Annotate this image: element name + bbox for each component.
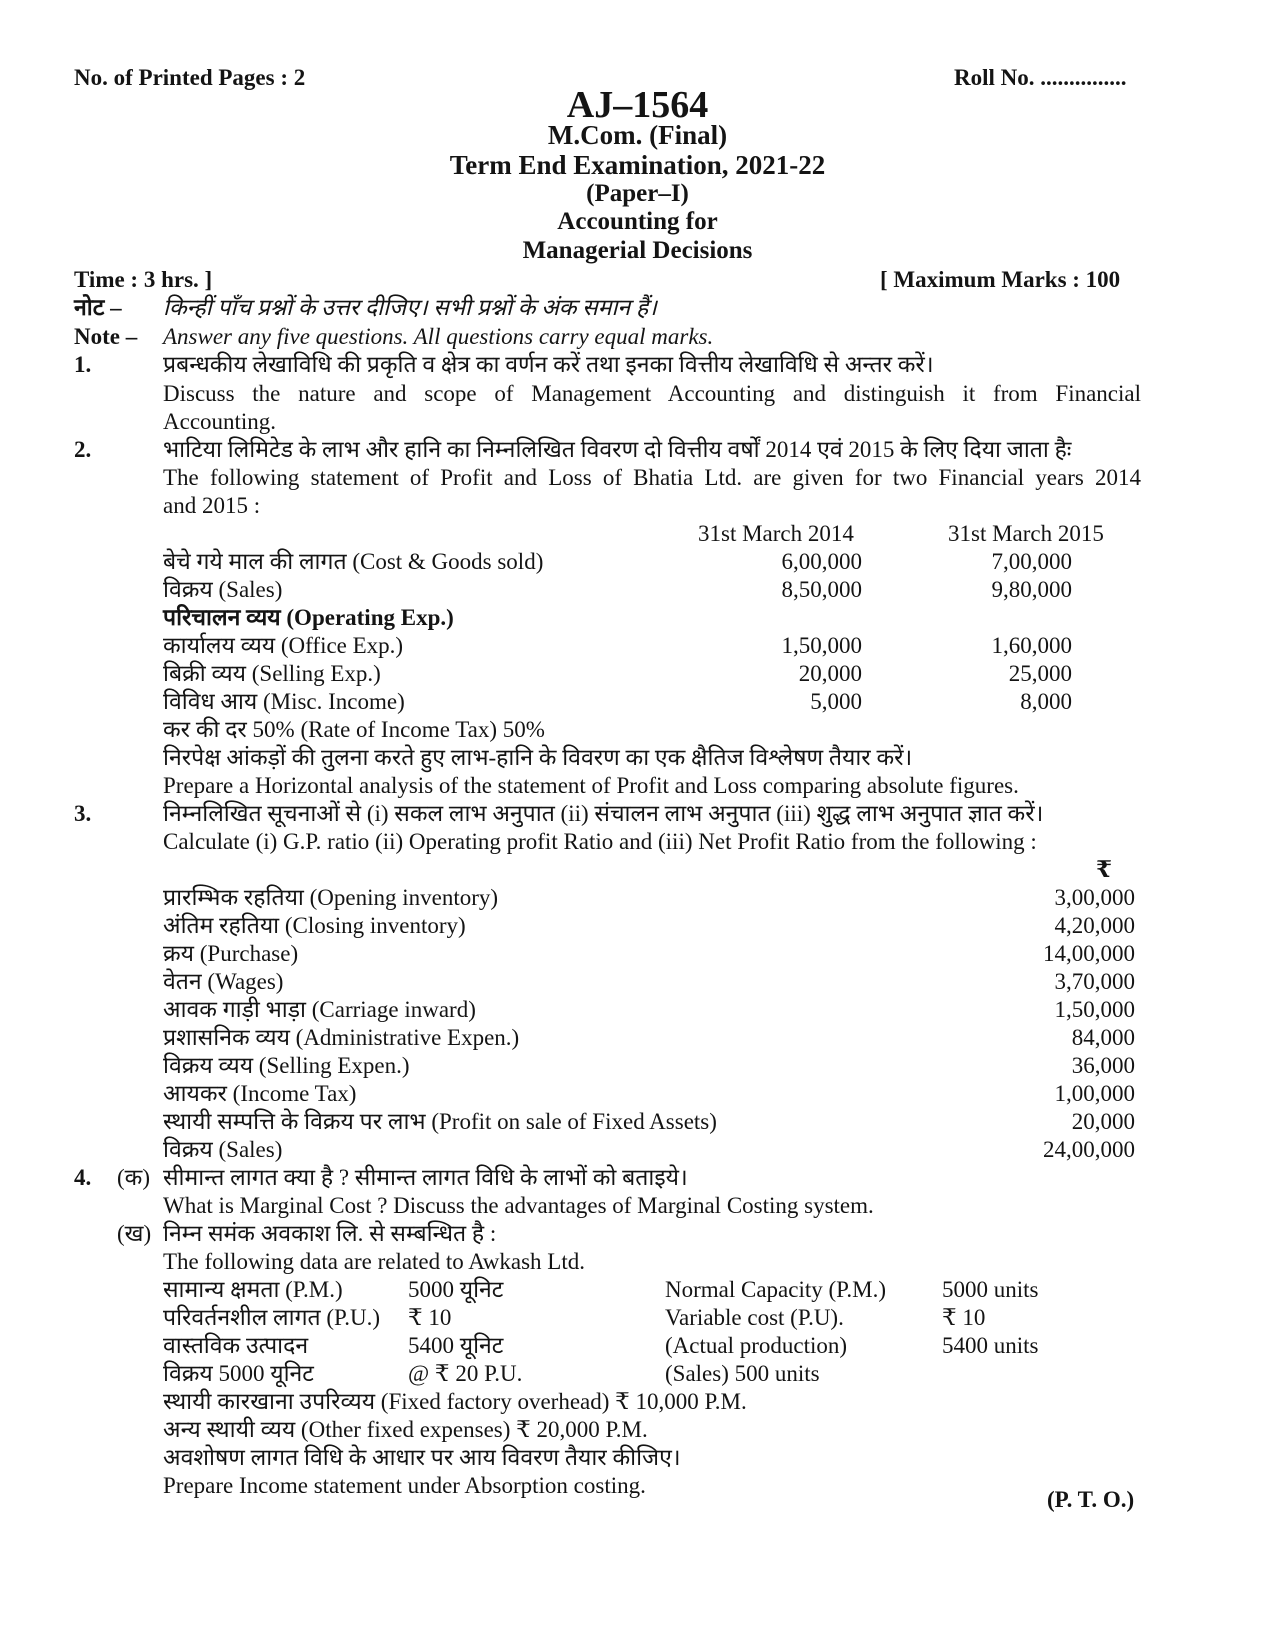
q2-english-line-2: and 2015 : xyxy=(163,493,261,518)
q4b-task-english: Prepare Income statement under Absorption costing. xyxy=(163,1473,646,1498)
q3-row-value: 20,000 xyxy=(1071,1109,1135,1134)
q2-row-value-2014: 6,00,000 xyxy=(781,549,862,574)
q4b-english-value: 5400 units xyxy=(942,1333,1039,1358)
q3-row-label: विक्रय (Sales) xyxy=(163,1137,283,1162)
q3-row-label: प्रारम्भिक रहतिया (Opening inventory) xyxy=(163,885,499,910)
note-hi-label: नोट – xyxy=(74,295,122,320)
q3-row-value: 1,00,000 xyxy=(1054,1081,1135,1106)
q2-number: 2. xyxy=(74,437,92,462)
q2-english-line-1: The following statement of Profit and Loss of Bhatia Ltd. are given for two Financial years 2014 xyxy=(163,465,1141,490)
q4b-hindi-item: विक्रय 5000 यूनिट xyxy=(163,1361,314,1386)
q4b-hindi-value: @ ₹ 20 P.U. xyxy=(408,1361,523,1386)
q4b-hindi-value: 5000 यूनिट xyxy=(408,1277,504,1302)
q4-number: 4. xyxy=(74,1165,92,1190)
q3-row-label: वेतन (Wages) xyxy=(163,969,284,994)
q2-row-value-2014: 5,000 xyxy=(810,689,862,714)
subject-line-2: Managerial Decisions xyxy=(522,237,753,264)
q4b-english-item: Normal Capacity (P.M.) xyxy=(665,1277,887,1302)
q4b-hindi-value: ₹ 10 xyxy=(408,1305,452,1330)
please-turn-over: (P. T. O.) xyxy=(1047,1487,1135,1512)
q3-row-label: प्रशासनिक व्यय (Administrative Expen.) xyxy=(163,1025,520,1050)
note-en-label: Note – xyxy=(74,324,138,349)
paper-code: AJ–1564 xyxy=(566,84,709,126)
q2-row-value-2014: 8,50,000 xyxy=(781,577,862,602)
q4b-english-value: 5000 units xyxy=(942,1277,1039,1302)
q4b-task-hindi: अवशोषण लागत विधि के आधार पर आय विवरण तैयार कीजिए। xyxy=(163,1445,681,1470)
q3-currency-header: ₹ xyxy=(1096,857,1113,882)
q1-english-line-1: Discuss the nature and scope of Management Accounting and distinguish it from Financial xyxy=(163,381,1141,406)
q2-row-label: बिक्री व्यय (Selling Exp.) xyxy=(163,661,381,686)
q3-row-label: अंतिम रहतिया (Closing inventory) xyxy=(163,913,466,938)
q2-row-value-2014: 20,000 xyxy=(798,661,862,686)
q3-row-value: 24,00,000 xyxy=(1043,1137,1135,1162)
q4b-english: The following data are related to Awkash Ltd. xyxy=(163,1249,585,1274)
q4b-english-item: Variable cost (P.U). xyxy=(665,1305,844,1330)
q3-row-label: आवक गाड़ी भाड़ा (Carriage inward) xyxy=(163,997,476,1022)
q4b-hindi-item: सामान्य क्षमता (P.M.) xyxy=(163,1277,343,1302)
q1-english-line-2: Accounting. xyxy=(163,409,277,434)
subject-line-1: Accounting for xyxy=(557,208,718,235)
q3-row-label: विक्रय व्यय (Selling Expen.) xyxy=(163,1053,410,1078)
q3-row-value: 3,70,000 xyxy=(1054,969,1135,994)
q4a-label: (क) xyxy=(117,1165,150,1190)
q2-col-header-2014: 31st March 2014 xyxy=(698,521,854,546)
q2-row-label: विक्रय (Sales) xyxy=(163,577,283,602)
note-en-text: Answer any five questions. All questions carry equal marks. xyxy=(163,324,714,349)
q3-hindi: निम्नलिखित सूचनाओं से (i) सकल लाभ अनुपात (ii) संचालन लाभ अनुपात (iii) शुद्ध लाभ अनुपात ज्ञात करें। xyxy=(163,801,1044,826)
q3-english: Calculate (i) G.P. ratio (ii) Operating profit Ratio and (iii) Net Profit Ratio from the following : xyxy=(163,829,1037,854)
q3-row-value: 14,00,000 xyxy=(1043,941,1135,966)
q4b-english-item: (Sales) 500 units xyxy=(665,1361,820,1386)
q3-row-value: 1,50,000 xyxy=(1054,997,1135,1022)
q2-row-value-2015: 8,000 xyxy=(1020,689,1072,714)
q2-row-value-2015: 9,80,000 xyxy=(991,577,1072,602)
q4b-fixed-factory-overhead: स्थायी कारखाना उपरिव्यय (Fixed factory overhead) ₹ 10,000 P.M. xyxy=(163,1389,747,1414)
q2-row-value-2014: 1,50,000 xyxy=(781,633,862,658)
maximum-marks: [ Maximum Marks : 100 xyxy=(880,267,1121,292)
q4b-english-item: (Actual production) xyxy=(665,1333,848,1358)
q3-row-label: आयकर (Income Tax) xyxy=(163,1081,357,1106)
q3-row-value: 36,000 xyxy=(1071,1053,1135,1078)
q3-number: 3. xyxy=(74,801,92,826)
q1-hindi: प्रबन्धकीय लेखाविधि की प्रकृति व क्षेत्र का वर्णन करें तथा इनका वित्तीय लेखाविधि से अन्तर करें। xyxy=(163,352,934,377)
paper-number: (Paper–I) xyxy=(586,180,689,207)
q2-row-value-2015: 7,00,000 xyxy=(991,549,1072,574)
q4a-english: What is Marginal Cost ? Discuss the advantages of Marginal Costing system. xyxy=(163,1193,874,1218)
q4b-other-fixed-expenses: अन्य स्थायी व्यय (Other fixed expenses) ₹ 20,000 P.M. xyxy=(163,1417,648,1442)
q3-row-value: 84,000 xyxy=(1071,1025,1135,1050)
q3-row-label: क्रय (Purchase) xyxy=(163,941,299,966)
q3-row-value: 3,00,000 xyxy=(1054,885,1135,910)
roll-number: Roll No. ............... xyxy=(954,65,1127,90)
note-hi-text: किन्हीं पाँच प्रश्नों के उत्तर दीजिए। सभी प्रश्नों के अंक समान हैं। xyxy=(163,295,657,320)
q2-task-hindi: निरपेक्ष आंकड़ों की तुलना करते हुए लाभ-हानि के विवरण का एक क्षैतिज विश्लेषण तैयार करें। xyxy=(163,745,913,770)
q3-row-label: स्थायी सम्पत्ति के विक्रय पर लाभ (Profit on sale of Fixed Assets) xyxy=(163,1109,717,1134)
course-title: M.Com. (Final) xyxy=(547,120,728,150)
time-allowed: Time : 3 hrs. ] xyxy=(74,267,213,292)
printed-pages: No. of Printed Pages : 2 xyxy=(74,65,306,90)
q2-row-label: विविध आय (Misc. Income) xyxy=(163,689,405,714)
q4a-hindi: सीमान्त लागत क्या है ? सीमान्त लागत विधि के लाभों को बताइये। xyxy=(163,1165,688,1190)
q4b-english-value: ₹ 10 xyxy=(942,1305,986,1330)
q4b-label: (ख) xyxy=(117,1221,152,1246)
q4b-hindi-item: परिवर्तनशील लागत (P.U.) xyxy=(163,1305,381,1330)
q2-row-value-2015: 25,000 xyxy=(1008,661,1072,686)
q2-col-header-2015: 31st March 2015 xyxy=(948,521,1104,546)
q4b-hindi: निम्न समंक अवकाश लि. से सम्बन्धित है : xyxy=(163,1221,497,1246)
q3-row-value: 4,20,000 xyxy=(1054,913,1135,938)
q2-operating-exp-heading: परिचालन व्यय (Operating Exp.) xyxy=(163,605,454,630)
q4b-hindi-item: वास्तविक उत्पादन xyxy=(163,1333,309,1358)
q2-row-label: बेचे गये माल की लागत (Cost & Goods sold) xyxy=(163,549,544,574)
exam-title: Term End Examination, 2021-22 xyxy=(449,150,826,180)
q2-task-english: Prepare a Horizontal analysis of the statement of Profit and Loss comparing absolute figures. xyxy=(163,773,1019,798)
q2-hindi: भाटिया लिमिटेड के लाभ और हानि का निम्नलिखित विवरण दो वित्तीय वर्षों 2014 एवं 2015 के लिए दिया जाता हैः xyxy=(163,437,1072,462)
q2-tax-rate: कर की दर 50% (Rate of Income Tax) 50% xyxy=(163,717,545,742)
q2-row-label: कार्यालय व्यय (Office Exp.) xyxy=(163,633,404,658)
q1-number: 1. xyxy=(74,352,92,377)
q2-row-value-2015: 1,60,000 xyxy=(991,633,1072,658)
q4b-hindi-value: 5400 यूनिट xyxy=(408,1333,504,1358)
